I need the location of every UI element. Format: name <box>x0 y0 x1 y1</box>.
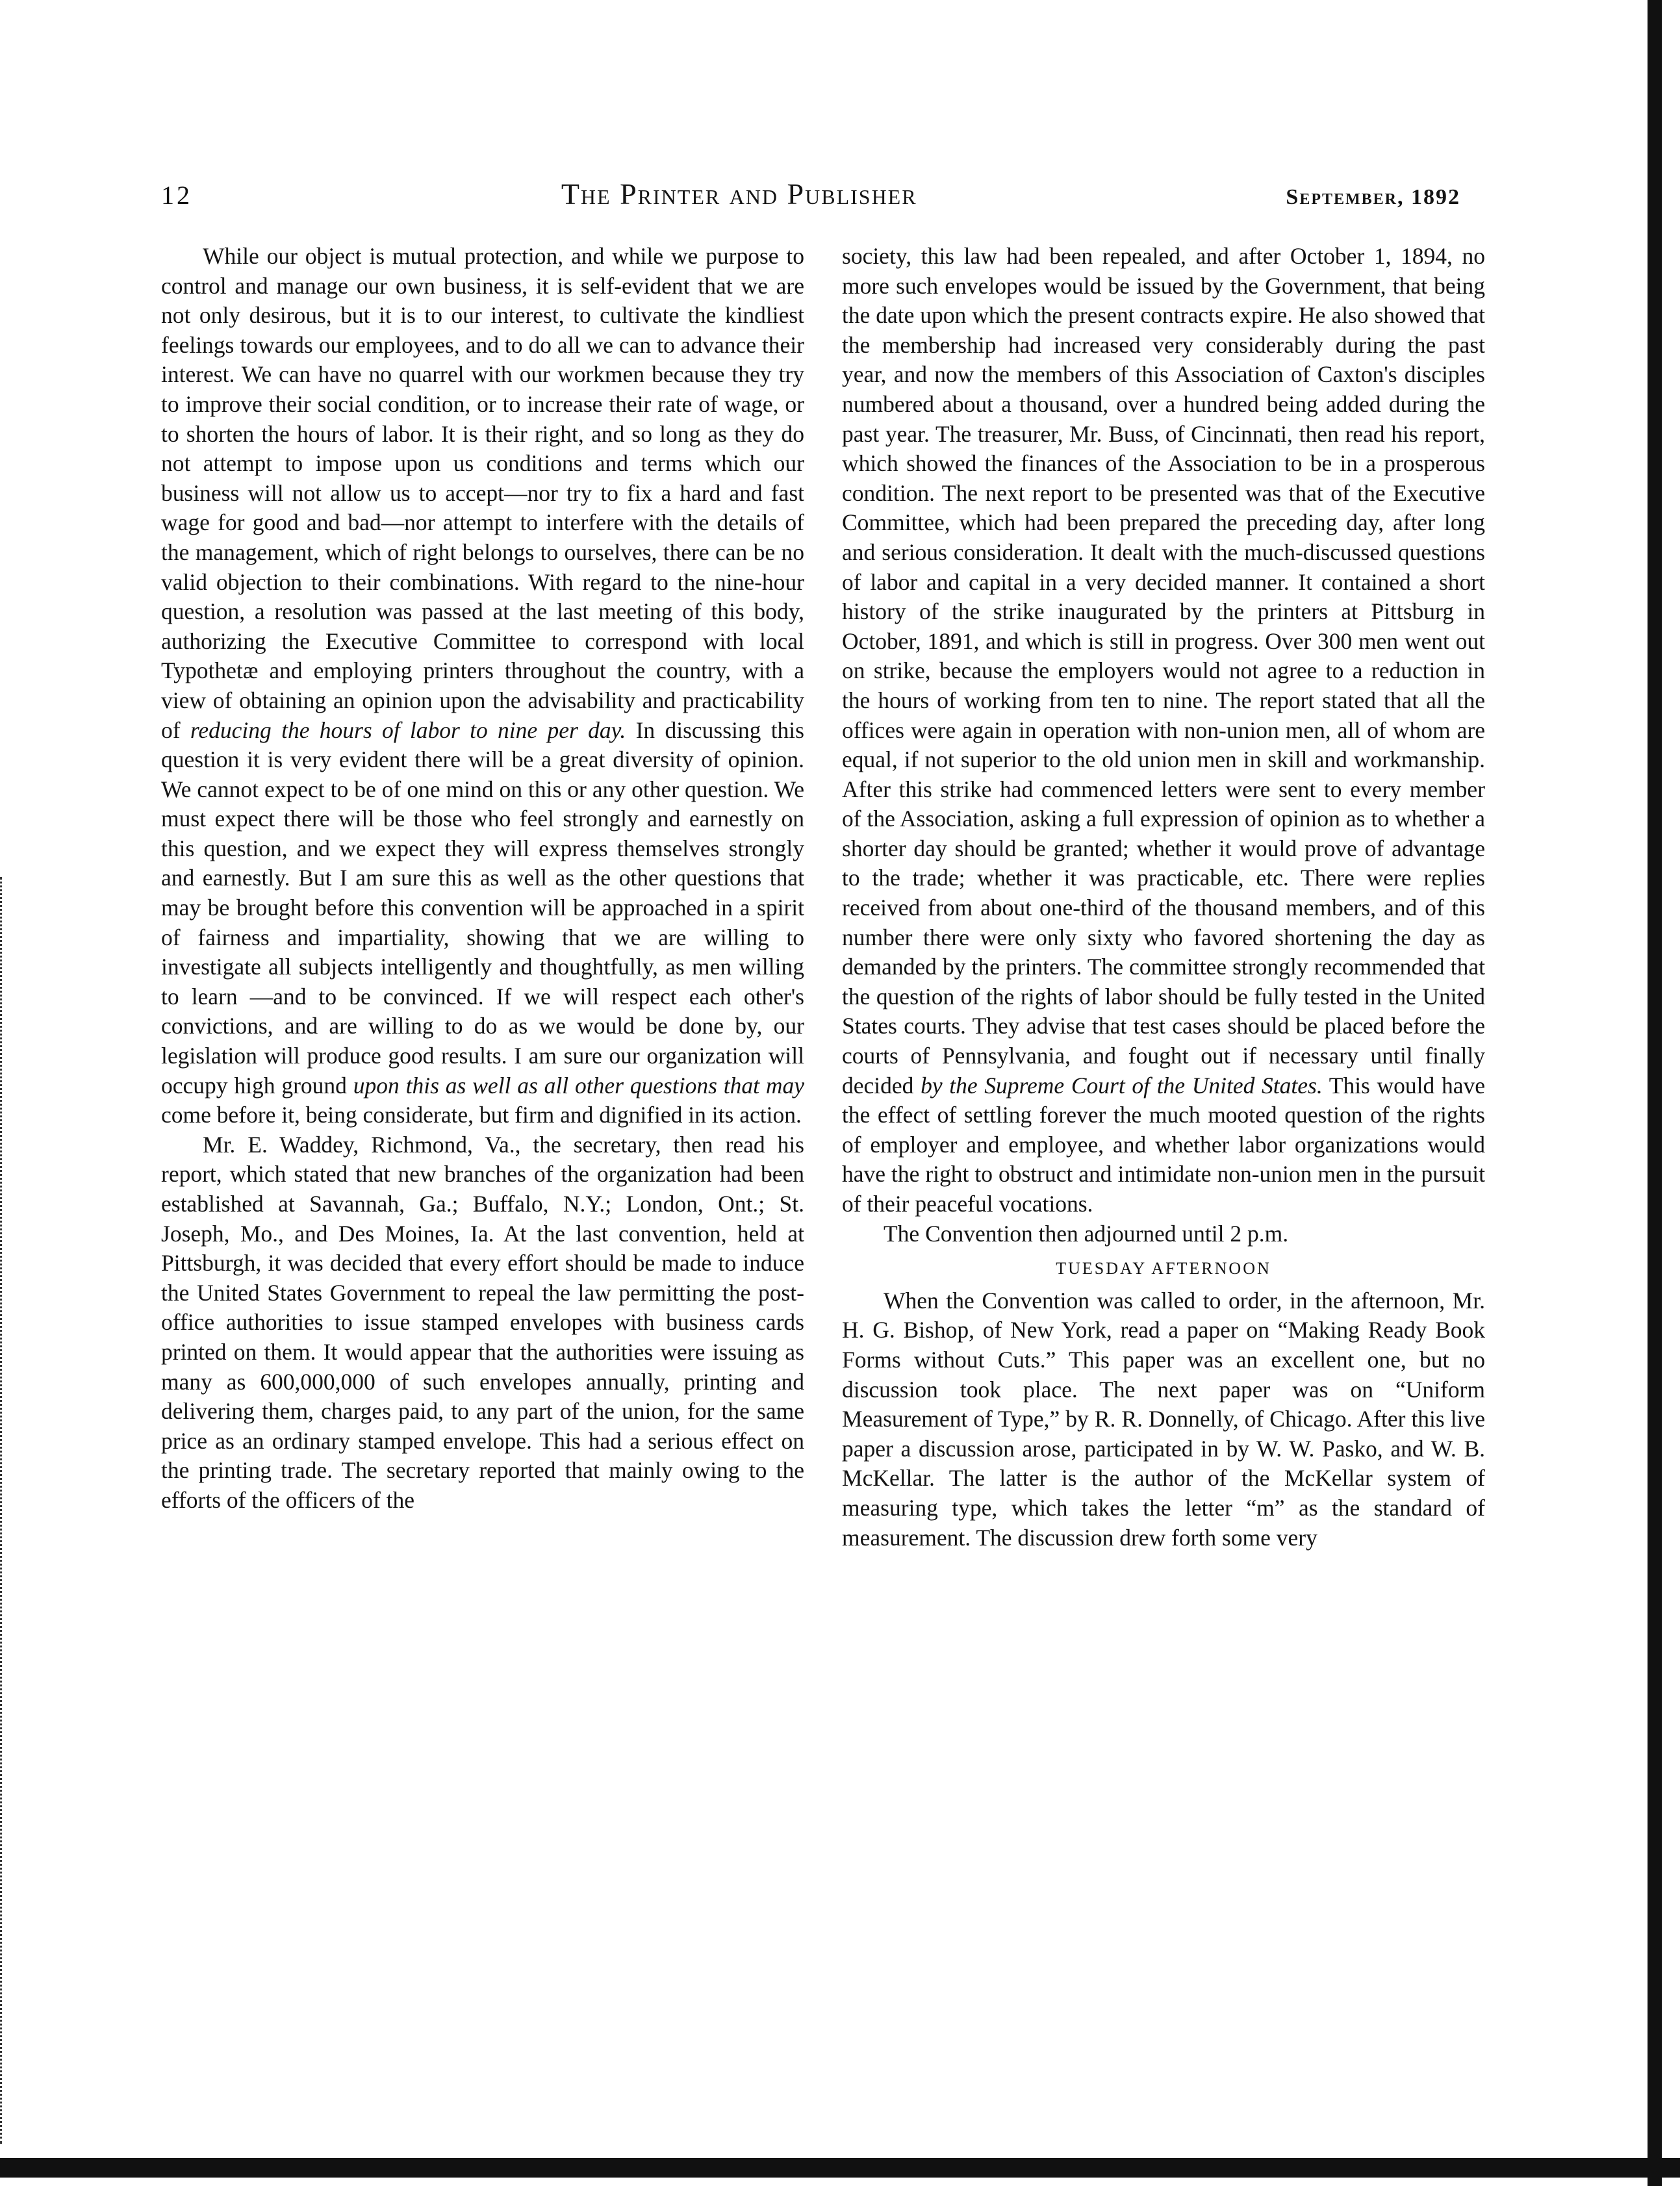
paragraph: When the Convention was called to order, in the afternoon, Mr. H. G. Bishop, of New York, read a paper on “Making Ready Book Forms without Cuts.” This paper was an excellent one, but no discussion took place. The next paper was on “Uniform Measurement of Type,” by R. R. Donnelly, of Chicago. After this live paper a discussion arose, participated in by W. W. Pasko, and W. B. McKellar. The latter is the author of the McKellar system of measuring type, which takes the letter “m” as the standard of measurement. The discussion drew forth some very <box>842 1287 1485 1551</box>
paragraph <box>842 242 1485 1219</box>
left-column <box>161 242 804 1516</box>
journal-title: The Printer and Publisher <box>561 177 917 210</box>
scan-border-left <box>0 877 6 2144</box>
right-column <box>842 242 1485 1553</box>
italic-text: by the Supreme Court of the United States. <box>921 1072 1323 1099</box>
page-header <box>161 177 1460 222</box>
paragraph: The Convention then adjourned until 2 p.m. <box>884 1220 1289 1247</box>
page-number: 12 <box>161 181 192 210</box>
text-run: This would have the effect of settling forever the much mooted question of the rights of employer and employee, and whether labor organizations would have the right to obstruct and intimidate non-union men in the pursuit of their peaceful vocations. <box>842 1072 1485 1217</box>
text-run: come before it, being considerate, but firm and dignified in its action. <box>161 1102 802 1128</box>
italic-text: upon this as well as all other questions that may <box>353 1072 804 1099</box>
paragraph <box>161 242 804 1130</box>
paragraph: Mr. E. Waddey, Richmond, Va., the secretary, then read his report, which stated that new branches of the organization had been established at Savannah, Ga.; Buffalo, N.Y.; London, Ont.; St. Joseph, Mo., and Des Moines, Ia. At the last convention, held at Pittsburgh, it was decided that every effort should be made to induce the United States Government to repeal the law permitting the post-office authorities to issue stamped envelopes with business cards printed on them. It would appear that the authorities were issuing as many as 600,000,000 of such envelopes annually, printing and delivering them, charges paid, to any part of the union, for the same price as an ordinary stamped envelope. This had a serious effect on the printing trade. The secretary reported that mainly owing to the efforts of the officers of the <box>161 1131 804 1513</box>
section-heading: TUESDAY AFTERNOON <box>1056 1259 1271 1278</box>
scan-border-right <box>1648 0 1662 2186</box>
text-run: society, this law had been repealed, and after October 1, 1894, no more such envelopes would be issued by the Government, that being the date upon which the present contracts expire. He also showed that the membership had increased very considerably during the past year, and now the members of this Association of Caxton's disciples numbered about a thousand, over a hundred being added during the past year. The treasurer, Mr. Buss, of Cincinnati, then read his report, which showed the finances of the Association to be in a prosperous condition. The next report to be presented was that of the Executive Committee, which had been prepared the preceding day, after long and serious consideration. It dealt with the much-discussed questions of labor and capital in a very decided manner. It contained a short history of the strike inaugurated by the printers at Pittsburg in October, 1891, and which is still in progress. Over 300 men went out on strike, because the employers would not agree to a reduction in the hours of working from ten to nine. The report stated that all the offices were again in operation with non-union men, all of whom are equal, if not superior to the old union men in skill and workmanship. After this strike had commenced letters were sent to every member of the Association, asking a full expression of opinion as to whether a shorter day should be granted; whether it would prove of advantage to the trade; whether it was practicable, etc. There were replies received from about one-third of the thousand members, and of this number there were only sixty who favored shortening the day as demanded by the printers. The committee strongly recommended that the question of the rights of labor should be fully tested in the United States courts. They advise that test cases should be placed before the courts of Pennsylvania, and fought out if necessary until finally decided <box>842 243 1485 1099</box>
text-run: In discussing this question it is very evident there will be a great diversity of opinion. We cannot expect to be of one mind on this or any other question. We must expect there will be those who feel strongly and earnestly on this question, and we expect they will express themselves strongly and earnestly. But I am sure this as well as the other questions that may be brought before this convention will be approached in a spirit of fairness and impartiality, showing that we are willing to investigate all subjects intelligently and thoughtfully, as men willing to learn —and to be convinced. If we will respect each other's convictions, and are willing to do as we would be done by, our legislation will produce good results. I am sure our organization will occupy high ground <box>161 717 804 1099</box>
issue-date: September, 1892 <box>1286 185 1460 209</box>
italic-text: reducing the hours of labor to nine per day. <box>190 717 626 743</box>
text-run: While our object is mutual protection, and while we purpose to control and manage our own business, it is self-evident that we are not only desirous, but it is to our interest, to cultivate the kindliest feelings towards our employees, and to do all we can to advance their interest. We can have no quarrel with our workmen because they try to improve their social condition, or to increase their rate of wage, or to shorten the hours of labor. It is their right, and so long as they do not attempt to impose upon us conditions and terms which our business will not allow us to accept—nor try to fix a hard and fast wage for good and bad—nor attempt to interfere with the details of the management, which of right belongs to ourselves, there can be no valid objection to their combinations. With regard to the nine-hour question, a resolution was passed at the last meeting of this body, authorizing the Executive Committee to correspond with local Typothetæ and employing printers throughout the country, with a view of obtaining an opinion upon the advisability and practicability of <box>161 243 804 743</box>
scan-border-bottom <box>0 2158 1680 2178</box>
